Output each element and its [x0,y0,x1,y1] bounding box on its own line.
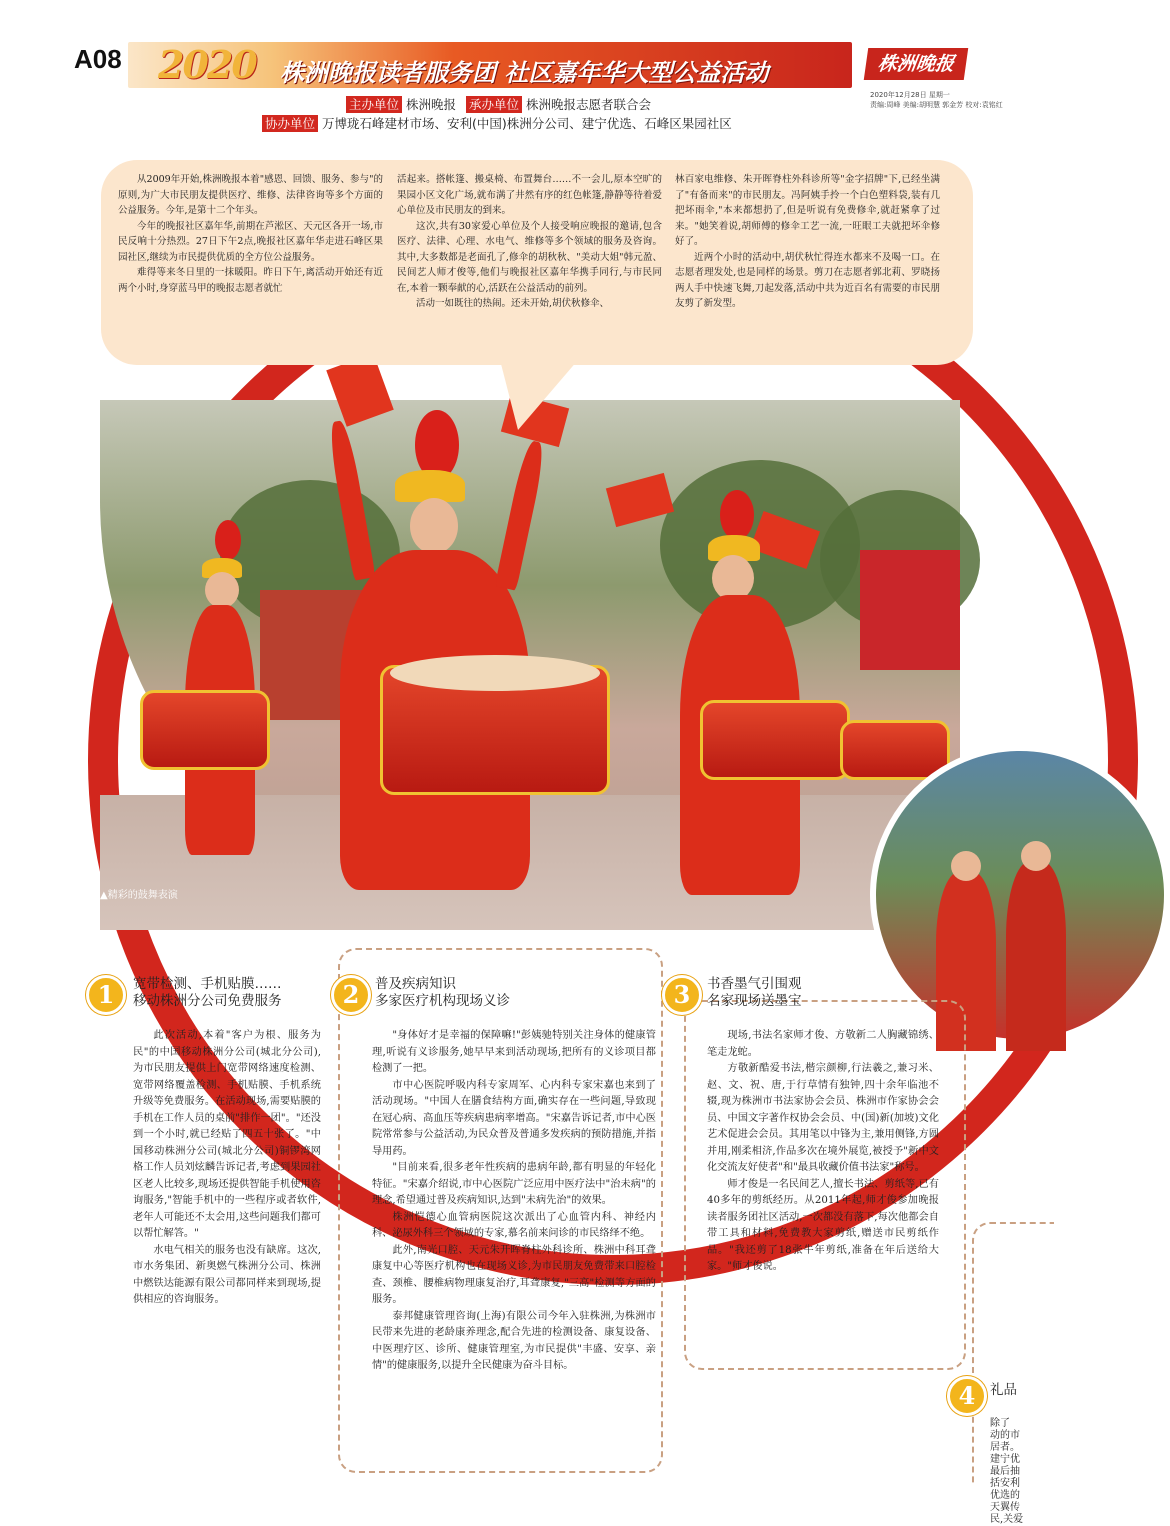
section-3-headline [707,976,907,1010]
section-paragraph: 师才俊是一名民间艺人,擅长书法、剪纸等,已有40多年的剪纸经历。从2011年起,师才俊参加晚报读者服务团社区活动,一次都没有落下,每次他都会自带工具和材料,免费教大家剪纸,赠送市民剪纸作品。"我还剪了18张牛年剪纸,准备在年后送给大家。"师才俊说。 [707,1178,939,1272]
intro-column-3 [675,172,940,312]
organizer-row [346,95,657,113]
section-paragraph: "身体好才是幸福的保障嘛!"彭姨驰特别关注身体的健康管理,听说有义诊服务,她早早来到活动现场,把所有的义诊项目都检测了一把。 [372,1030,656,1074]
drum-dance-photo [100,400,960,930]
section-1-headline-line1: 宽带检测、手机贴膜…… [133,976,282,992]
section-1-body [133,1028,321,1309]
section-paragraph: "目前来看,很多老年性疾病的患病年龄,都有明显的年轻化特征。"宋嘉介绍说,市中心医院广泛应用中医疗法中"治未病"的理念,希望通过普及疾病知识,达到"未病先治"的效果。 [372,1162,656,1206]
co-organizer-row [262,114,738,132]
section-paragraph: 现场,书法名家师才俊、方敬新二人胸藏锦绣、笔走龙蛇。 [707,1030,939,1058]
intro-paragraph: 近两个小时的活动中,胡伏秋忙得连水都来不及喝一口。在志愿者理发处,也是同样的场景。剪刀在志愿者郭北莉、罗晓扬两人手中快速飞舞,刀起发落,活动中共为近百名有需要的市民朋友剪了新发型。 [675,251,940,309]
section-paragraph: 方敬新酷爱书法,楷宗颜柳,行法羲之,兼习米、赵、文、祝、唐,于行草情有独钟,四十余年临池不辍,现为株洲市书法家协会会员、株洲市作家协会会员、中国文字著作权协会会员、中(国)新(加坡)文化艺术促进会会员。其用笔以中锋为主,兼用侧锋,方圆并用,刚柔相济,作品多次在境外展览,被授予"新中文化交流友好使者"和"最具收藏价值书法家"称号。 [707,1063,939,1173]
section-4-line: 括安利 [990,1478,1020,1489]
year-art: 2020 [158,42,256,87]
photo-caption: ▲精彩的鼓舞表演 [100,890,178,901]
date-line: 2020年12月28日 星期一 [870,91,950,99]
section-3-headline-line1: 书香墨气引围观 [707,976,802,992]
intro-paragraph: 这次,共有30家爱心单位及个人接受响应晚报的邀请,包含医疗、法律、心理、水电气、维修等多个领域的服务及咨询。其中,大多数都是老面孔了,修伞的胡秋秋、"美动大姐"韩元盈、民间艺人师才俊等,他们与晚报社区嘉年华携手同行,与市民同在,本着一颗奉献的心,活跃在公益活动的前列。 [397,220,662,294]
section-paragraph: 株洲恺德心血管病医院这次派出了心血管内科、神经内科、泌尿外科三个领域的专家,慕名前来问诊的市民络绎不绝。 [372,1211,656,1239]
section-4-line: 除了 [990,1418,1010,1429]
co-organizer-names: 万博珑石峰建材市场、安利(中国)株洲分公司、建宁优选、石峰区果园社区 [322,116,732,131]
section-4-line: 居者。 [990,1442,1020,1453]
section-paragraph: 泰邦健康管理咨询(上海)有限公司今年入驻株洲,为株洲市民带来先进的老龄康养理念,配合先进的检测设备、康复设备、中医理疗区、诊所、健康管理室,为市民提供"丰盛、安享、亲情"的健康服务,以提升全民健康为奋斗目标。 [372,1310,656,1371]
section-2-body [372,1028,656,1375]
section-1-headline [133,976,333,1010]
section-number-4: 4 [947,1376,987,1416]
host-name: 株洲晚报 [406,97,457,112]
section-4-line: 天翼传 [990,1502,1020,1513]
section-paragraph: 市中心医院呼吸内科专家周军、心内科专家宋嘉也来到了活动现场。"中国人在膳食结构方面,确实存在一些问题,导致现在冠心病、高血压等疾病患病率增高。"宋嘉告诉记者,市中心医院常常参与公益活动,为民众普及普通多发疾病的预防措施,并指导用药。 [372,1079,656,1157]
section-1-headline-line2: 移动株洲分公司免费服务 [133,993,282,1009]
section-4-body [990,1418,1031,1525]
staff-line: 责编:周峰 美编:胡明慧 郭金芳 校对:袁铭红 [870,101,1003,109]
section-4-line: 民,关爱 [990,1514,1024,1525]
intro-paragraph: 活动一如既往的热闹。还未开始,胡伏秋修伞、 [416,298,610,309]
intro-paragraph: 活起来。搭帐篷、搬桌椅、布置舞台……不一会儿,原本空旷的果园小区文化广场,就布满了井然有序的红色帐篷,静静等待着爱心单位及市民朋友的到来。 [397,174,662,216]
intro-paragraph: 林百家电维修、朱开晖脊柱外科诊所等"金字招牌"下,已经坐满了"有备而来"的市民朋友。冯阿姨手拎一个白色塑料袋,装有几把坏雨伞,"本来都想扔了,但是听说有免费修伞,就赶紧拿了过来。"她笑着说,胡师傅的修伞工艺一流,一旺眼工夫就把坏伞修好了。 [675,174,940,247]
section-paragraph: 此次活动,本着"客户为根、服务为民"的中国移动株洲分公司(城北分公司),为市民朋友提供上门宽带网络速度检测、宽带网络覆盖检测、手机贴膜、手机系统升级等免费服务。在活动现场,需要贴膜的手机在工作人员的桌前"排作一团"。"还没到一个小时,就已经贴了四五十张了。"中国移动株洲分公司(城北分公司)铜锣湾网格工作人员刘炫麟告诉记者,考虑到果园社区老人比较多,现场还提供智能手机使用咨询服务,"智能手机中的一些程序或者软件,老年人可能还不太会用,这些问题我们都可以帮忙解答。" [133,1030,321,1239]
organizer-label: 承办单位 [466,96,522,113]
section-2-headline-line1: 普及疾病知识 [375,976,456,992]
section-paragraph: 水电气相关的服务也没有缺席。这次,市水务集团、新奥燃气株洲分公司、株洲中燃铁达能源有限公司都同样来到现场,提供相应的咨询服务。 [133,1244,321,1305]
section-3-headline-line2: 名家现场送墨宝 [707,993,802,1009]
section-paragraph: 此外,南光口腔、天元朱开晖脊柱外科诊所、株洲中科耳聋康复中心等医疗机构也在现场义诊,为市民朋友免费带来口腔检查、颈椎、腰椎病物理康复治疗,耳聋康复,"三高"检测等方面的服务。 [372,1244,656,1305]
intro-bubble-tail [500,360,578,430]
section-4-headline: 礼品 [990,1382,1017,1398]
intro-paragraph: 今年的晚报社区嘉年华,前期在芦淞区、天元区各开一场,市民反响十分热烈。27日下午2点,晚报社区嘉年华走进石峰区果园社区,继续为市民提供优质的全方位公益服务。 [118,220,383,263]
section-4-line: 优选的 [990,1490,1020,1501]
section-2-headline-line2: 多家医疗机构现场义诊 [375,993,510,1009]
section-number-1: 1 [86,975,126,1015]
intro-paragraph: 难得等来冬日里的一抹暖阳。昨日下午,离活动开始还有近两个小时,身穿蓝马甲的晚报志愿者就忙 [118,267,383,294]
co-organizer-label: 协办单位 [262,115,318,132]
section-number-2: 2 [331,975,371,1015]
section-2-headline [375,976,635,1010]
page-number: A08 [74,44,122,74]
organizer-name: 株洲晚报志愿者联合会 [526,97,652,112]
section-number-3: 3 [662,975,702,1015]
section-4-line: 动的市 [990,1430,1020,1441]
intro-paragraph: 从2009年开始,株洲晚报本着"感恩、回馈、服务、参与"的原则,为广大市民朋友提供医疗、维修、法律咨询等多个方面的公益服务。今年,是第十二个年头。 [118,174,383,216]
intro-column-2 [397,172,662,312]
section-4-line: 最后抽 [990,1466,1020,1477]
banner-title: 株洲晚报读者服务团 社区嘉年华大型公益活动 [280,59,769,87]
host-label: 主办单位 [346,96,402,113]
intro-column-1 [118,172,383,296]
section-4-line: 建宁优 [990,1454,1020,1465]
newspaper-logo: 株洲晚报 [864,48,968,80]
section-3-body [707,1028,939,1276]
